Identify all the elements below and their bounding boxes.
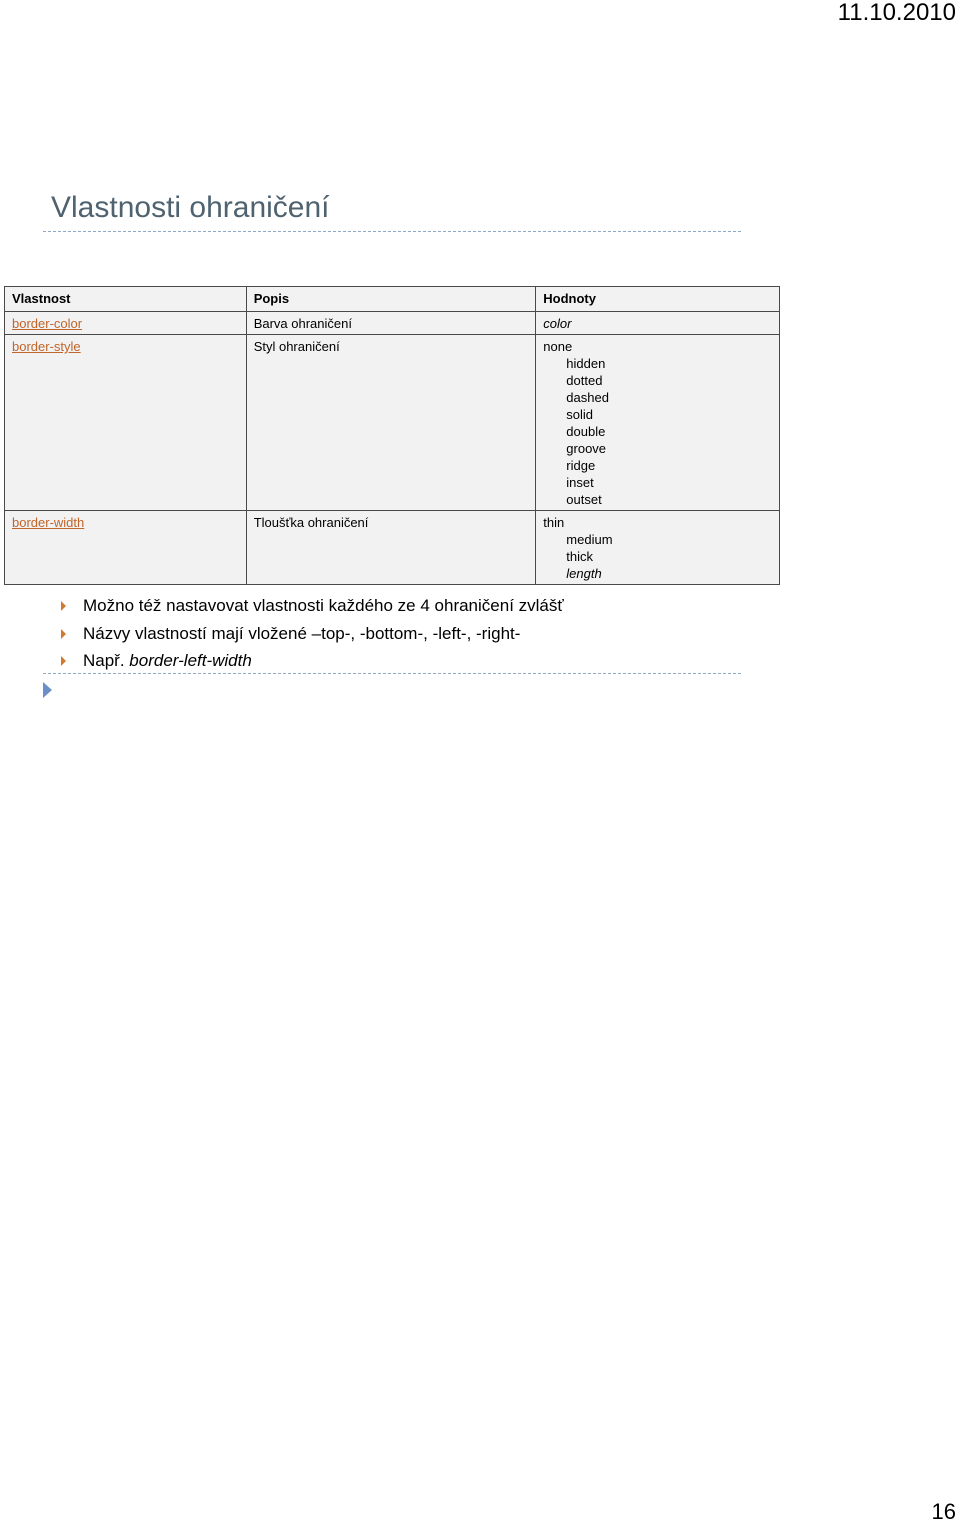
value-item: medium bbox=[566, 532, 613, 547]
bullet-example: border-left-width bbox=[129, 651, 252, 670]
content-divider bbox=[43, 673, 741, 674]
value-item: color bbox=[543, 316, 572, 331]
value-item: groove bbox=[566, 441, 607, 456]
table-row bbox=[5, 312, 780, 335]
property-cell bbox=[5, 312, 247, 335]
property-link-border-color[interactable]: border-color bbox=[12, 316, 83, 331]
values-cell bbox=[536, 312, 780, 335]
property-cell bbox=[5, 511, 247, 585]
empty-bullet-arrow-icon bbox=[43, 682, 52, 698]
value-item: ridge bbox=[566, 458, 596, 473]
column-header-description: Popis bbox=[246, 287, 536, 312]
value-item: dotted bbox=[566, 373, 603, 388]
value-item: none bbox=[543, 339, 573, 354]
table-row bbox=[5, 335, 780, 511]
triangle-bullet-icon bbox=[61, 601, 66, 611]
column-header-values: Hodnoty bbox=[536, 287, 780, 312]
values-cell bbox=[536, 335, 780, 511]
property-cell bbox=[5, 335, 247, 511]
description-cell: Barva ohraničení bbox=[246, 312, 536, 335]
property-link-border-width[interactable]: border-width bbox=[12, 515, 85, 530]
property-link-border-style[interactable]: border-style bbox=[12, 339, 81, 354]
bullet-item bbox=[58, 620, 564, 648]
bullet-text: Možno též nastavovat vlastnosti každého ze 4 ohraničení zvlášť bbox=[83, 596, 564, 615]
page-number: 16 bbox=[931, 1499, 956, 1524]
value-item: solid bbox=[566, 407, 594, 422]
value-item: dashed bbox=[566, 390, 609, 405]
value-item: hidden bbox=[566, 356, 606, 371]
bullet-item bbox=[58, 592, 564, 620]
bullet-item bbox=[58, 647, 564, 675]
values-cell bbox=[536, 511, 780, 585]
slide-title: Vlastnosti ohraničení bbox=[51, 191, 330, 224]
value-item: length bbox=[566, 566, 602, 581]
properties-table bbox=[4, 286, 780, 585]
value-item: outset bbox=[566, 492, 602, 507]
bullet-text-prefix: Např. bbox=[83, 651, 130, 670]
value-item: double bbox=[566, 424, 606, 439]
table-header-row bbox=[5, 287, 780, 312]
value-item: inset bbox=[566, 475, 594, 490]
description-cell: Styl ohraničení bbox=[246, 335, 536, 511]
table-row bbox=[5, 511, 780, 585]
title-divider bbox=[43, 231, 741, 232]
column-header-property: Vlastnost bbox=[5, 287, 247, 312]
bullet-list bbox=[58, 592, 564, 675]
triangle-bullet-icon bbox=[61, 656, 66, 666]
value-item: thick bbox=[566, 549, 594, 564]
bullet-text: Názvy vlastností mají vložené –top-, -bottom-, -left-, -right- bbox=[83, 623, 521, 643]
slide-date: 11.10.2010 bbox=[837, 0, 956, 26]
description-cell: Tloušťka ohraničení bbox=[246, 511, 536, 585]
value-item: thin bbox=[543, 515, 565, 530]
triangle-bullet-icon bbox=[61, 629, 66, 639]
